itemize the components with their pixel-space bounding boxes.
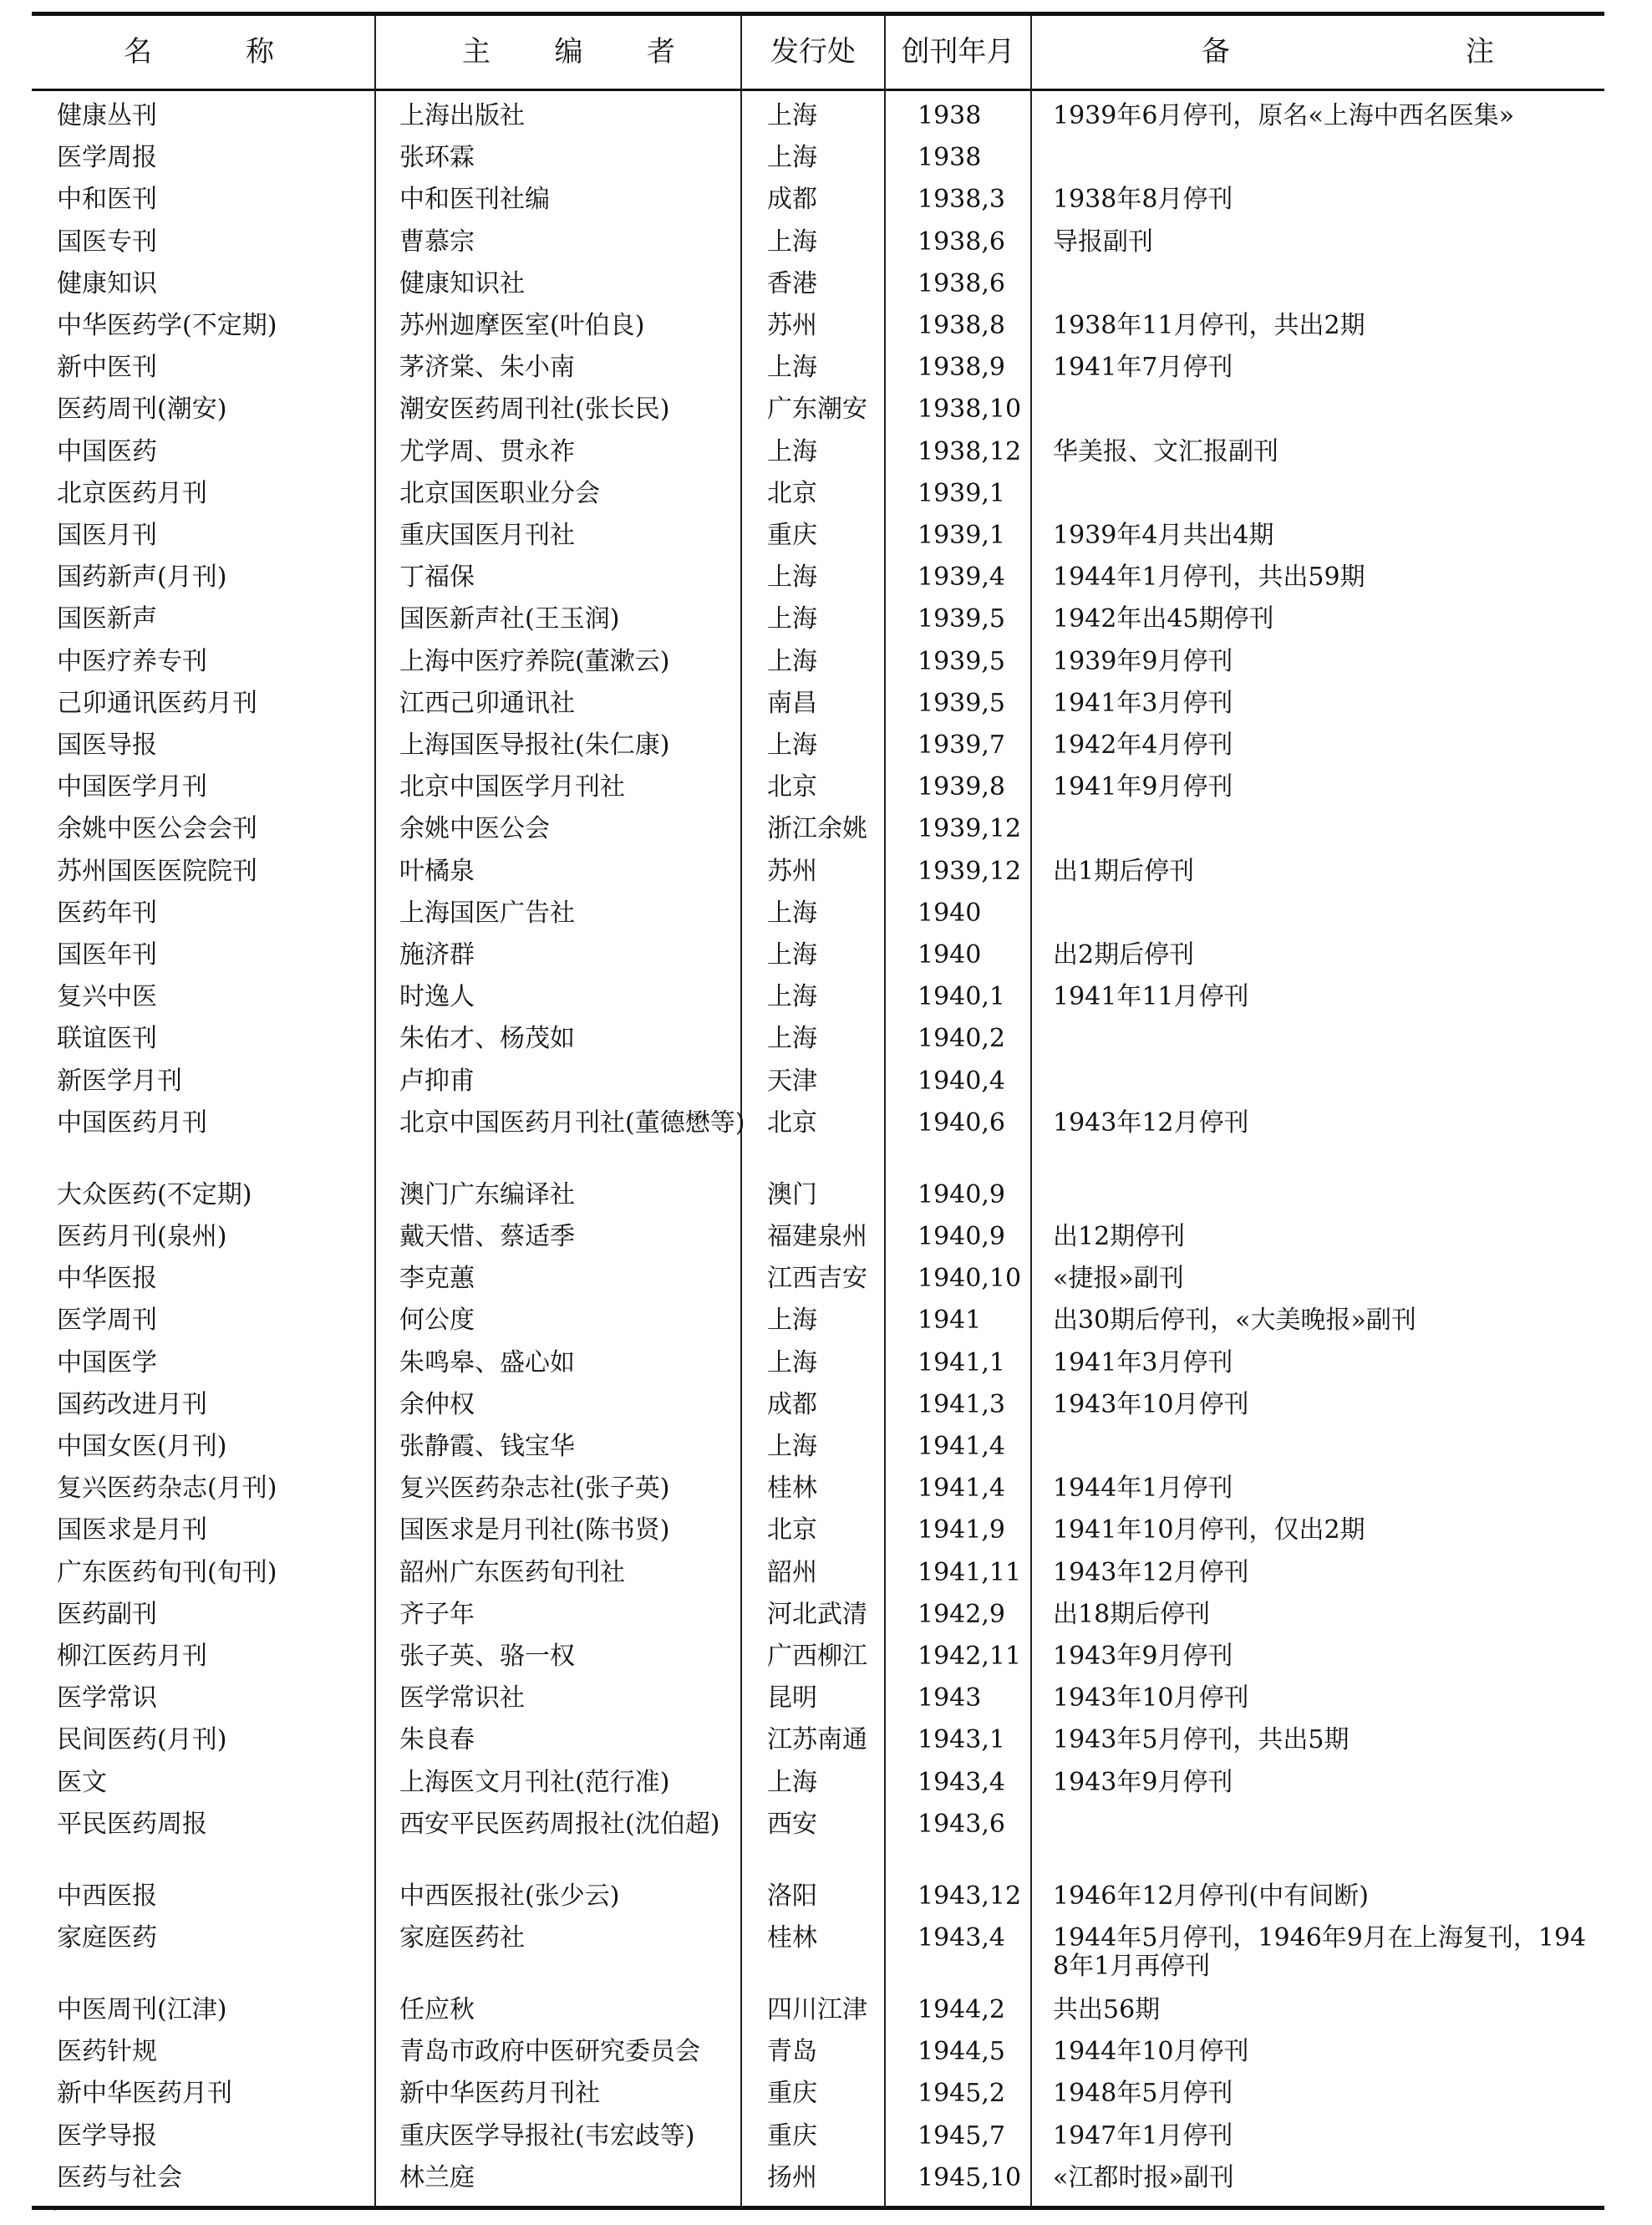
table-row [32,1996,1604,2038]
row-date: 1938 [917,101,982,130]
row-place: 上海 [767,563,817,593]
table-row [32,1923,1604,1981]
row-name: 平民医药周报 [57,1809,207,1839]
row-date: 1939,5 [917,688,1005,718]
table-row [32,522,1604,563]
table-row [32,1642,1604,1684]
row-place: 澳门 [767,1179,817,1209]
row-note: 1944年1月停刊 [1053,1474,1233,1504]
row-editor: 新中华医药月刊社 [399,2079,600,2109]
row-place: 昆明 [767,1683,817,1713]
row-editor: 潮安医药周刊社(张长民) [399,395,670,425]
row-editor: 医学常识社 [399,1683,525,1713]
row-name: 医学常识 [57,1683,157,1713]
row-note: 1948年5月停刊 [1053,2079,1233,2109]
table-row [32,270,1604,312]
row-editor: 重庆医学导报社(韦宏歧等) [399,2121,695,2151]
bottom-rule [32,2206,1604,2210]
table-row [32,2038,1604,2080]
row-name: 医药针规 [57,2037,157,2067]
row-place: 成都 [767,1389,817,1419]
page-mark: · [53,2202,58,2217]
row-note: «捷报»副刊 [1053,1264,1184,1294]
row-note: 1943年9月停刊 [1053,1767,1233,1797]
row-note: 1946年12月停刊(中有间断) [1053,1881,1369,1911]
row-name: 国医新声 [57,604,157,634]
row-place: 广东潮安 [767,395,867,425]
row-date: 1941,4 [917,1474,1005,1504]
row-place: 上海 [767,731,817,760]
row-date: 1938,10 [917,395,1022,425]
row-name: 民间医药(月刊) [57,1725,227,1755]
row-name: 复兴医药杂志(月刊) [57,1474,277,1504]
row-name: 医文 [57,1767,107,1797]
row-editor: 齐子年 [399,1599,475,1629]
row-date: 1941 [917,1306,982,1336]
row-note: 1942年4月停刊 [1053,731,1233,760]
row-note: 1938年8月停刊 [1053,185,1233,215]
row-date: 1940,1 [917,982,1005,1012]
row-name: 复兴中医 [57,982,157,1012]
table-row [32,228,1604,270]
row-place: 重庆 [767,521,817,550]
row-place: 香港 [767,268,817,298]
table-row [32,1726,1604,1768]
row-date: 1941,11 [917,1557,1022,1587]
row-note: 1939年9月停刊 [1053,646,1233,676]
row-place: 上海 [767,604,817,634]
row-editor: 余姚中医公会 [399,814,550,844]
row-date: 1939,12 [917,814,1022,844]
table-row [32,1265,1604,1306]
row-place: 韶州 [767,1557,817,1587]
table-row [32,1474,1604,1516]
row-note: 1943年12月停刊 [1053,1557,1249,1587]
row-place: 北京 [767,772,817,802]
row-place: 南昌 [767,688,817,718]
row-name: 苏州国医医院院刊 [57,856,257,886]
table-row [32,1223,1604,1265]
table-row [32,1306,1604,1348]
row-place: 上海 [767,143,817,173]
row-name: 健康知识 [57,268,157,298]
row-place: 上海 [767,1347,817,1377]
row-note: 1947年1月停刊 [1053,2121,1233,2151]
row-editor: 戴天惜、蔡适季 [399,1222,575,1251]
row-note: 1944年1月停刊，共出59期 [1053,563,1365,593]
row-date: 1938,6 [917,268,1005,298]
header-place: 发行处 [770,35,856,69]
row-date: 1943,12 [917,1881,1022,1911]
table-row [32,1882,1604,1924]
row-editor: 张子英、骆一权 [399,1642,575,1671]
row-date: 1939,5 [917,604,1005,634]
row-editor: 上海出版社 [399,101,525,130]
row-note: 1943年9月停刊 [1053,1642,1233,1671]
header-editor: 主 编 者 [462,35,675,69]
row-editor: 上海国医广告社 [399,898,575,928]
row-name: 新中华医药月刊 [57,2079,232,2109]
row-name: 中西医报 [57,1881,157,1911]
row-editor: 朱良春 [399,1725,475,1755]
row-editor: 上海中医疗养院(董漱云) [399,646,670,676]
row-place: 上海 [767,101,817,130]
header-note: 备 注 [1202,35,1494,69]
row-name: 中医疗养专刊 [57,646,207,676]
row-editor: 中西医报社(张少云) [399,1881,620,1911]
row-place: 上海 [767,940,817,970]
row-place: 青岛 [767,2037,817,2067]
row-editor: 韶州广东医药旬刊社 [399,1557,625,1587]
row-note: 出30期后停刊，«大美晚报»副刊 [1053,1306,1416,1336]
row-place: 成都 [767,185,817,215]
row-note: 华美报、文汇报副刊 [1053,436,1278,466]
row-name: 中国医学 [57,1347,157,1377]
table-row [32,1067,1604,1109]
row-place: 上海 [767,982,817,1012]
row-name: 医药月刊(泉州) [57,1222,227,1251]
row-editor: 北京中国医学月刊社 [399,772,625,802]
periodical-table [32,12,1604,2218]
row-date: 1938 [917,143,982,173]
row-place: 上海 [767,1432,817,1461]
row-place: 桂林 [767,1474,817,1504]
row-date: 1945,2 [917,2079,1005,2109]
table-row [32,690,1604,731]
row-place: 河北武清 [767,1599,867,1629]
table-row [32,1349,1604,1391]
table-row [32,1025,1604,1067]
row-date: 1939,7 [917,731,1005,760]
table-row [32,1769,1604,1810]
row-editor: 何公度 [399,1306,475,1336]
table-row [32,312,1604,354]
row-date: 1940,10 [917,1264,1022,1294]
table-row [32,186,1604,227]
row-name: 医药副刊 [57,1599,157,1629]
table-row [32,773,1604,815]
row-date: 1943,4 [917,1923,1005,1953]
row-name: 医学导报 [57,2121,157,2151]
row-name: 新中医刊 [57,353,157,383]
row-note: 1944年10月停刊 [1053,2037,1249,2067]
table-row [32,1181,1604,1223]
row-note: 1941年3月停刊 [1053,688,1233,718]
table-row [32,480,1604,522]
row-name: 国药改进月刊 [57,1389,207,1419]
table-row [32,731,1604,773]
row-date: 1939,12 [917,856,1022,886]
row-date: 1945,10 [917,2162,1022,2192]
row-date: 1942,9 [917,1599,1005,1629]
row-name: 中和医刊 [57,185,157,215]
row-note: 导报副刊 [1053,227,1153,257]
table-row [32,941,1604,983]
row-editor: 施济群 [399,940,475,970]
row-name: 中华医报 [57,1264,157,1294]
table-row [32,899,1604,941]
row-place: 重庆 [767,2079,817,2109]
row-editor: 张环霖 [399,143,475,173]
table-row [32,1684,1604,1726]
row-date: 1941,3 [917,1389,1005,1419]
row-name: 余姚中医公会会刊 [57,814,257,844]
row-editor: 卢抑甫 [399,1066,475,1096]
row-note: 1941年10月停刊，仅出2期 [1053,1515,1365,1545]
row-note: 1938年11月停刊，共出2期 [1053,311,1365,340]
row-note: 1943年10月停刊 [1053,1389,1249,1419]
row-editor: 李克蕙 [399,1264,475,1294]
row-place: 浙江余姚 [767,814,867,844]
row-place: 江西吉安 [767,1264,867,1294]
row-editor: 朱佑才、杨茂如 [399,1024,575,1054]
row-name: 国医年刊 [57,940,157,970]
row-editor: 北京中国医药月刊社(董德懋等) [399,1107,745,1138]
table-row [32,102,1604,144]
row-editor: 国医求是月刊社(陈书贤) [399,1515,670,1545]
row-note: 1941年9月停刊 [1053,772,1233,802]
row-note: 1943年12月停刊 [1053,1107,1249,1138]
table-row [32,144,1604,186]
row-editor: 家庭医药社 [399,1923,525,1953]
row-editor: 北京国医职业分会 [399,478,600,508]
table-row [32,1109,1604,1151]
row-place: 北京 [767,1107,817,1138]
row-note: 1941年11月停刊 [1053,982,1249,1012]
row-note: 1943年5月停刊，共出5期 [1053,1725,1350,1755]
row-date: 1938,8 [917,311,1005,340]
row-place: 扬州 [767,2162,817,2192]
row-date: 1941,4 [917,1432,1005,1461]
table-row [32,1433,1604,1474]
row-editor: 澳门广东编译社 [399,1179,575,1209]
row-place: 广西柳江 [767,1642,867,1671]
table-row [32,815,1604,857]
row-date: 1938,9 [917,353,1005,383]
row-editor: 丁福保 [399,563,475,593]
row-date: 1940,9 [917,1222,1005,1251]
row-name: 柳江医药月刊 [57,1642,207,1671]
row-place: 上海 [767,1306,817,1336]
row-place: 西安 [767,1809,817,1839]
row-name: 国医专刊 [57,227,157,257]
row-date: 1938,3 [917,185,1005,215]
table-row [32,605,1604,647]
row-note: 1941年7月停刊 [1053,353,1233,383]
row-date: 1940,9 [917,1179,1005,1209]
table-row [32,983,1604,1025]
row-editor: 青岛市政府中医研究委员会 [399,2037,700,2067]
table-row [32,1559,1604,1601]
row-editor: 健康知识社 [399,268,525,298]
row-date: 1943,6 [917,1809,1005,1839]
row-editor: 曹慕宗 [399,227,475,257]
row-date: 1939,5 [917,646,1005,676]
header-name: 名 称 [124,35,274,69]
table-row [32,2080,1604,2121]
row-name: 中医周刊(江津) [57,1995,227,2024]
row-editor: 朱鸣皋、盛心如 [399,1347,575,1377]
row-name: 医学周报 [57,143,157,173]
row-note: 1939年4月共出4期 [1053,521,1274,550]
row-note: 出2期后停刊 [1053,940,1195,970]
row-place: 重庆 [767,2121,817,2151]
row-date: 1940,2 [917,1024,1005,1054]
row-place: 桂林 [767,1923,817,1953]
row-date: 1939,1 [917,478,1005,508]
row-name: 国医导报 [57,731,157,760]
row-editor: 苏州迦摩医室(叶伯良) [399,311,645,340]
row-date: 1943,1 [917,1725,1005,1755]
header-date: 创刊年月 [901,35,1015,69]
row-place: 上海 [767,1024,817,1054]
header-rule [32,89,1604,91]
table-row [32,354,1604,395]
row-date: 1939,1 [917,521,1005,550]
row-date: 1940 [917,898,982,928]
row-place: 四川江津 [767,1995,867,2024]
table-row [32,438,1604,480]
row-editor: 江西己卯通讯社 [399,688,575,718]
row-editor: 任应秋 [399,1995,475,2024]
row-note: 1944年5月停刊，1946年9月在上海复刊，1948年1月再停刊 [1053,1923,1587,1981]
row-editor: 茅济棠、朱小南 [399,353,575,383]
row-note: 1942年出45期停刊 [1053,604,1274,634]
table-row [32,2122,1604,2164]
row-name: 中国女医(月刊) [57,1432,227,1461]
row-name: 国医求是月刊 [57,1515,207,1545]
row-place: 江苏南通 [767,1725,867,1755]
row-name: 国医月刊 [57,521,157,550]
row-place: 上海 [767,353,817,383]
row-date: 1943,4 [917,1767,1005,1797]
table-row [32,395,1604,437]
table-row [32,1391,1604,1433]
row-editor: 叶橘泉 [399,856,475,886]
row-note: 1943年10月停刊 [1053,1683,1249,1713]
table-row [32,1516,1604,1558]
row-name: 医药年刊 [57,898,157,928]
row-date: 1938,12 [917,436,1022,466]
row-date: 1939,8 [917,772,1005,802]
row-date: 1941,9 [917,1515,1005,1545]
row-note: 共出56期 [1053,1995,1161,2024]
row-date: 1944,5 [917,2037,1005,2067]
row-name: 家庭医药 [57,1923,157,1953]
row-place: 天津 [767,1066,817,1096]
row-name: 广东医药旬刊(旬刊) [57,1557,277,1587]
row-note: 出18期后停刊 [1053,1599,1211,1629]
row-place: 上海 [767,646,817,676]
row-place: 苏州 [767,311,817,340]
row-date: 1940 [917,940,982,970]
table-row [32,858,1604,899]
row-editor: 西安平民医药周报社(沈伯超) [399,1809,720,1839]
row-name: 己卯通讯医药月刊 [57,688,257,718]
row-note: «江都时报»副刊 [1053,2162,1234,2192]
row-name: 医药周刊(潮安) [57,395,227,425]
row-date: 1943 [917,1683,982,1713]
row-date: 1942,11 [917,1642,1022,1671]
row-date: 1939,4 [917,563,1005,593]
row-editor: 时逸人 [399,982,475,1012]
row-name: 中国医药月刊 [57,1107,207,1138]
row-name: 健康丛刊 [57,101,157,130]
row-name: 国药新声(月刊) [57,563,227,593]
row-name: 大众医药(不定期) [57,1179,252,1209]
row-place: 北京 [767,478,817,508]
row-place: 洛阳 [767,1881,817,1911]
table-row [32,1601,1604,1642]
table-row [32,1810,1604,1852]
row-name: 医药与社会 [57,2162,182,2192]
row-editor: 重庆国医月刊社 [399,521,575,550]
row-name: 医学周刊 [57,1306,157,1336]
row-date: 1938,6 [917,227,1005,257]
row-date: 1940,6 [917,1107,1005,1138]
row-note: 1939年6月停刊，原名«上海中西名医集» [1053,101,1515,130]
row-place: 苏州 [767,856,817,886]
row-name: 中华医药学(不定期) [57,311,277,340]
row-editor: 林兰庭 [399,2162,475,2192]
row-name: 联谊医刊 [57,1024,157,1054]
row-note: 出12期停刊 [1053,1222,1186,1251]
row-editor: 复兴医药杂志社(张子英) [399,1474,670,1504]
table-row [32,2164,1604,2206]
row-editor: 尤学周、贯永祚 [399,436,575,466]
table-row [32,648,1604,690]
row-date: 1940,4 [917,1066,1005,1096]
row-place: 北京 [767,1515,817,1545]
row-editor: 中和医刊社编 [399,185,550,215]
row-place: 上海 [767,436,817,466]
row-date: 1945,7 [917,2121,1005,2151]
row-place: 福建泉州 [767,1222,867,1251]
row-editor: 国医新声社(王玉润) [399,604,620,634]
row-editor: 上海国医导报社(朱仁康) [399,731,670,760]
row-editor: 上海医文月刊社(范行准) [399,1767,670,1797]
row-name: 新医学月刊 [57,1066,182,1096]
row-note: 1941年3月停刊 [1053,1347,1233,1377]
row-date: 1941,1 [917,1347,1005,1377]
row-place: 上海 [767,1767,817,1797]
row-date: 1944,2 [917,1995,1005,2024]
row-name: 北京医药月刊 [57,478,207,508]
row-editor: 张静霞、钱宝华 [399,1432,575,1461]
row-editor: 余仲权 [399,1389,475,1419]
row-place: 上海 [767,227,817,257]
table-row [32,563,1604,605]
row-name: 中国医学月刊 [57,772,207,802]
row-note: 出1期后停刊 [1053,856,1195,886]
row-place: 上海 [767,898,817,928]
row-name: 中国医药 [57,436,157,466]
table-header [32,16,1604,89]
